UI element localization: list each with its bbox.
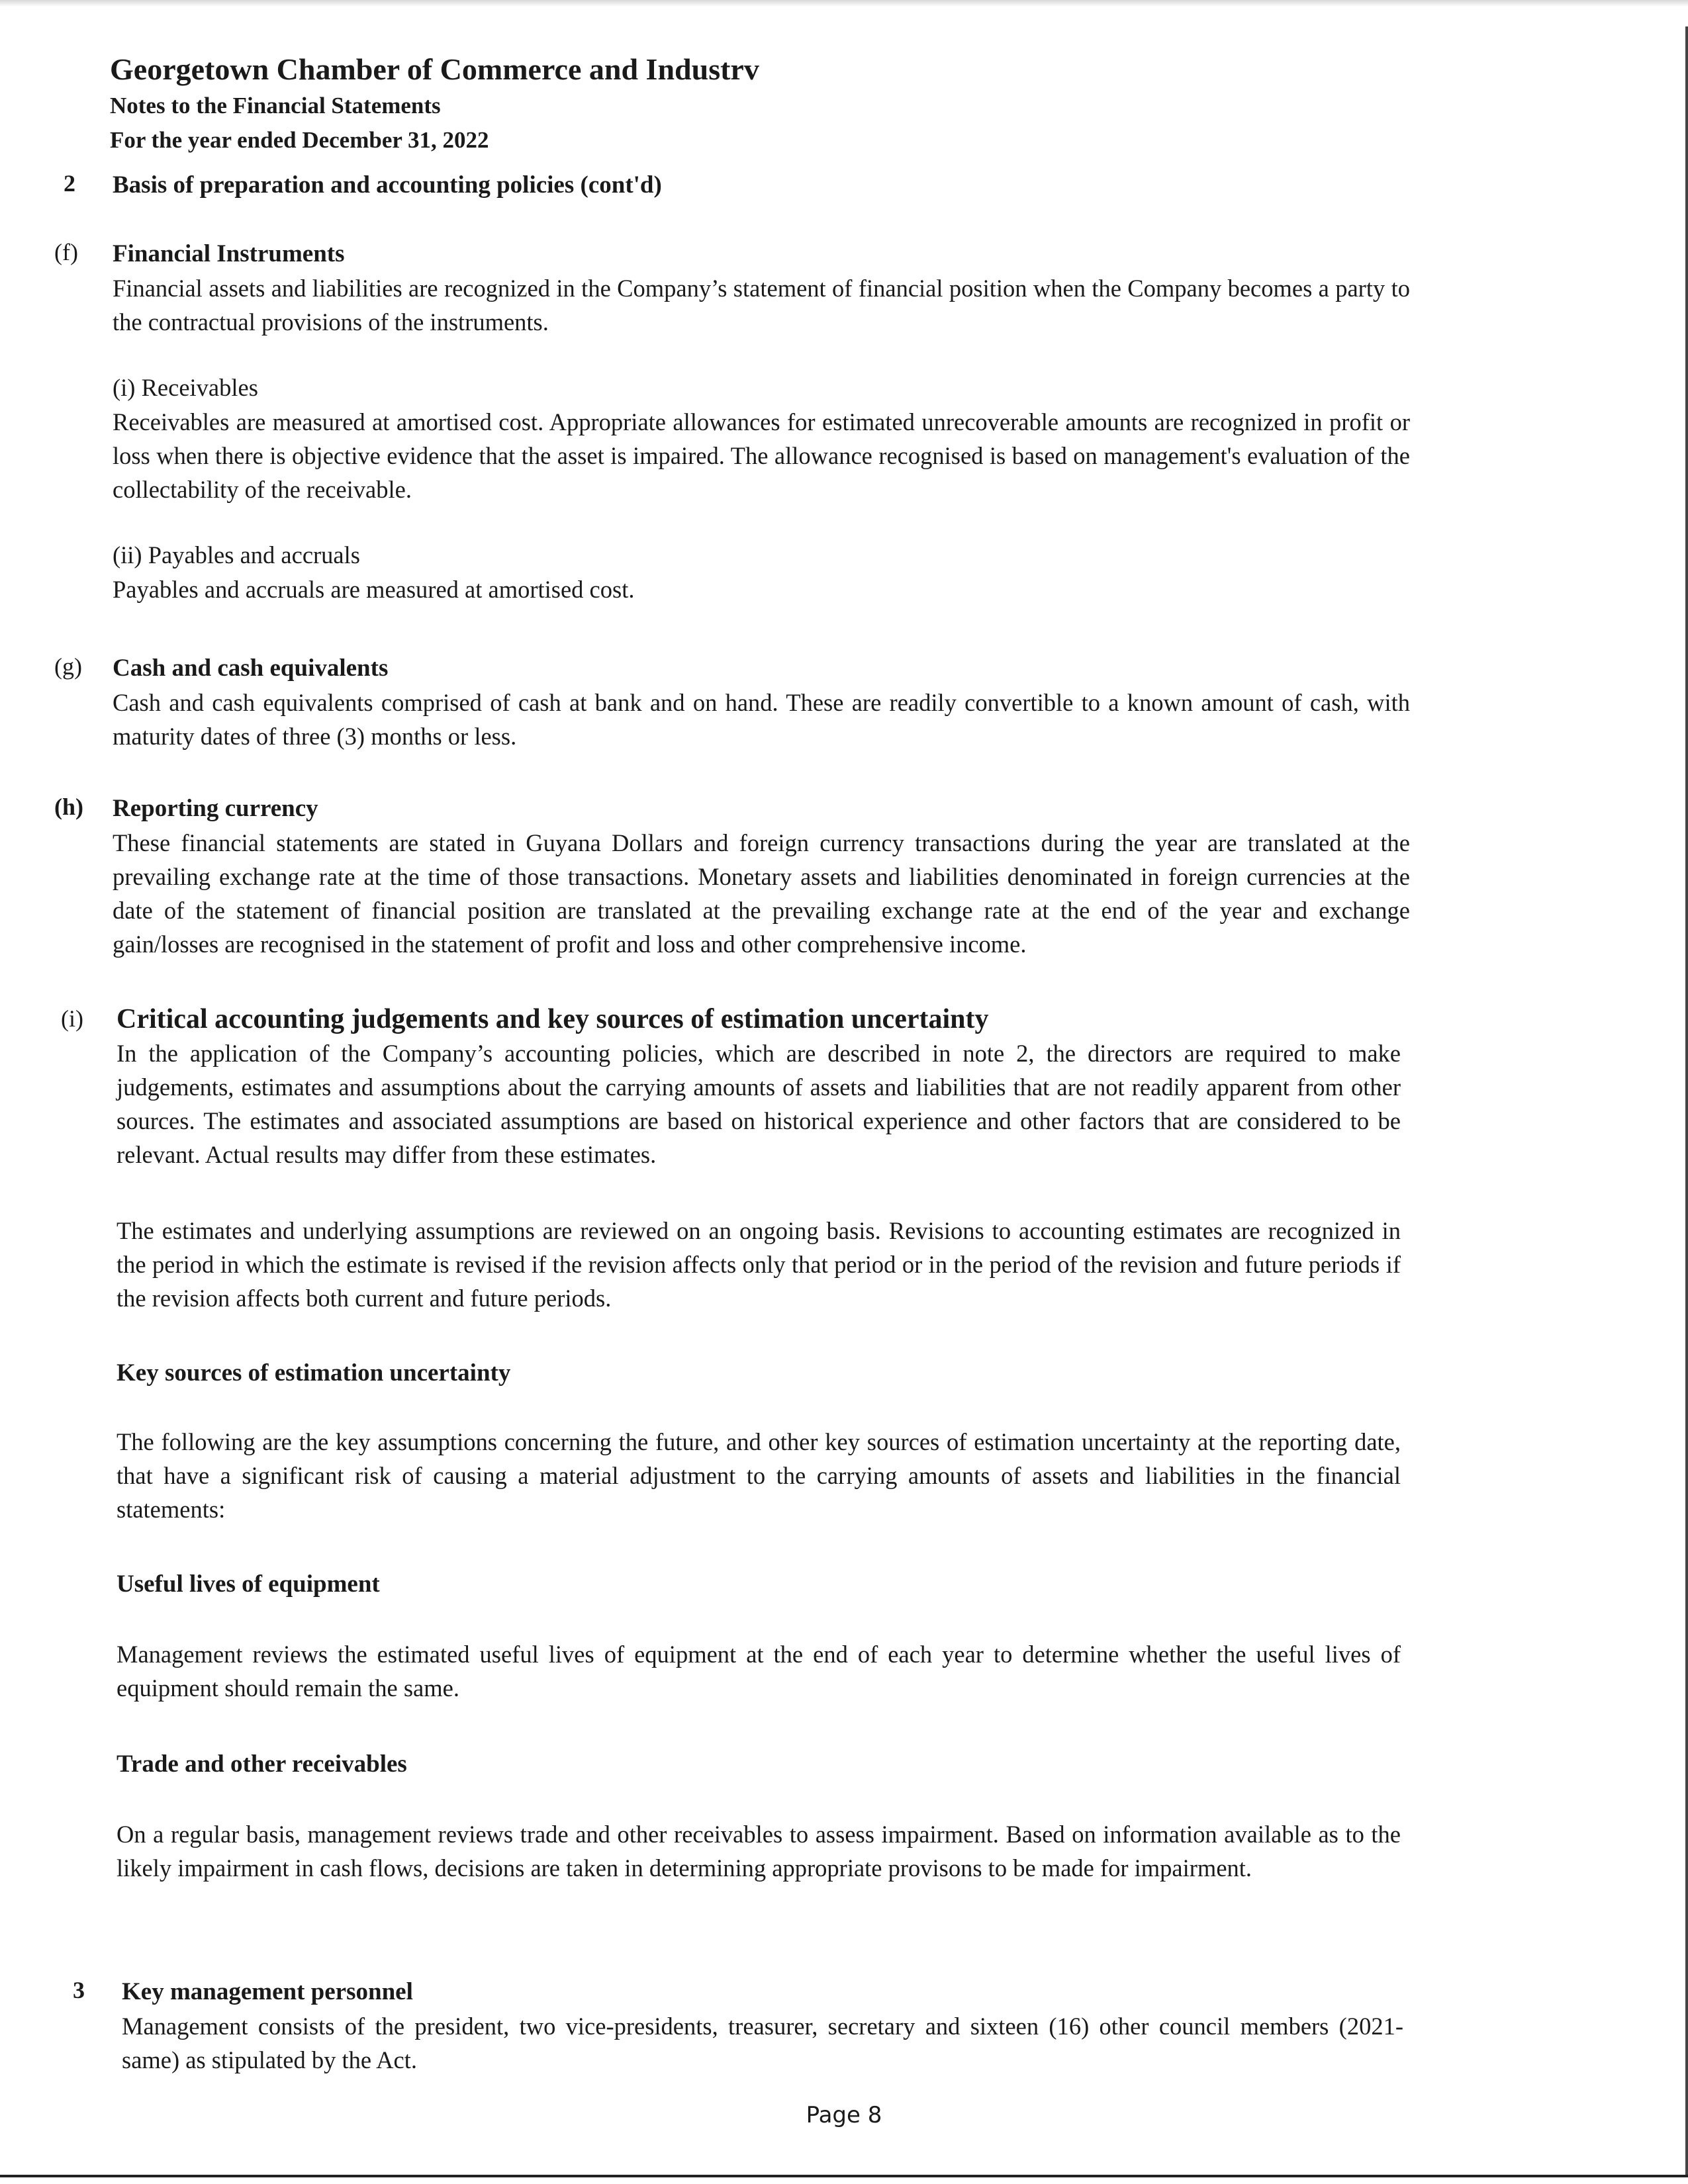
useful-lives-text: Management reviews the estimated useful lives of equipment at the end of each year to determine whether the useful lives of equipment should remain the same. [117, 1641, 1401, 1702]
key-sources-text: The following are the key assumptions concerning the future, and other key sources of estimation uncertainty at the reporting date, that have a significant risk of causing a material adjustment to the carrying amounts of assets and liabilities in the financial statements: [117, 1428, 1401, 1523]
note-3-number: 3 [73, 1977, 85, 2003]
note-3-title: Key management personnel [122, 1978, 413, 2005]
section-i-text-1: In the application of the Company’s accounting policies, which are described in note 2, the directors are required to make judgements, estimates and assumptions about the carrying amounts of assets and liabilities that are not readily apparent from other sources. The estimates and associated assumptions are based on historical experience and other factors that are considered to be relevant. Actual results may differ from these estimates. [117, 1040, 1401, 1168]
note-3-text: Management consists of the president, two vice-presidents, treasurer, secretary and sixteen (16) other council members (2021- same) as stipulated by the Act. [122, 2013, 1403, 2073]
section-g [113, 651, 1410, 753]
trade-receivables-text: On a regular basis, management reviews trade and other receivables to assess impairment. Based on information available as to the likely impairment in cash flows, decisions are taken in determining appropriate provisons to be made for impairment. [117, 1821, 1401, 1882]
receivables-heading: (i) Receivables [113, 374, 258, 401]
receivables-text: Receivables are measured at amortised cost. Appropriate allowances for estimated unrecoverable amounts are recognized in profit or loss when there is objective evidence that the asset is impaired. The allowance recognised is based on management's evaluation of the collectability of the receivable. [113, 408, 1410, 503]
page-number: Page 8 [806, 2102, 882, 2128]
scan-edge-right [1685, 26, 1688, 2175]
payables-text: Payables and accruals are measured at amortised cost. [113, 576, 635, 603]
section-g-title: Cash and cash equivalents [113, 655, 389, 682]
section-i-text-2: The estimates and underlying assumptions are reviewed on an ongoing basis. Revisions to accounting estimates are recognized in the period in which the estimate is revised if the revision affects only that period or in the period of the revision and future periods if the revision affects both current and future periods. [117, 1217, 1401, 1312]
scan-edge-bottom [0, 2175, 1688, 2177]
section-i [117, 1002, 1401, 1885]
note-2-heading [113, 168, 1410, 203]
note-2-number: 2 [64, 170, 75, 197]
section-h-label: (h) [54, 794, 83, 820]
section-f-label: (f) [54, 239, 78, 265]
note-3 [122, 1975, 1403, 2077]
document-header [110, 50, 759, 158]
reporting-period: For the year ended December 31, 2022 [110, 127, 489, 153]
section-h-text: These financial statements are stated in Guyana Dollars and foreign currency transactions during the year are translated at the prevailing exchange rate at the time of those transactions. Monetary assets and liabilities denominated in foreign currencies at the date of the statement of financial position are translated at the prevailing exchange rate at the end of the year and exchange gain/losses are recognised in the statement of profit and loss and other comprehensive income. [113, 829, 1410, 958]
payables-heading: (ii) Payables and accruals [113, 541, 360, 569]
section-f-text: Financial assets and liabilities are recognized in the Company’s statement of financial position when the Company becomes a party to the contractual provisions of the instruments. [113, 275, 1410, 336]
useful-lives-heading: Useful lives of equipment [117, 1570, 380, 1598]
key-sources-heading: Key sources of estimation uncertainty [117, 1359, 511, 1387]
section-i-title: Critical accounting judgements and key sources of estimation uncertainty [117, 1004, 989, 1034]
section-g-text: Cash and cash equivalents comprised of cash at bank and on hand. These are readily convertible to a known amount of cash, with maturity dates of three (3) months or less. [113, 689, 1410, 750]
section-f [113, 237, 1410, 606]
document-subtitle: Notes to the Financial Statements [110, 93, 441, 118]
trade-receivables-heading: Trade and other receivables [117, 1751, 407, 1778]
section-h [113, 792, 1410, 961]
organization-name: Georgetown Chamber of Commerce and Industrv [110, 52, 759, 86]
section-i-label: (i) [61, 1005, 83, 1032]
section-g-label: (g) [54, 653, 82, 680]
section-f-title: Financial Instruments [113, 240, 345, 267]
note-2-title: Basis of preparation and accounting policies (cont'd) [113, 171, 662, 199]
section-h-title: Reporting currency [113, 795, 318, 822]
scan-edge-top [0, 0, 1688, 7]
